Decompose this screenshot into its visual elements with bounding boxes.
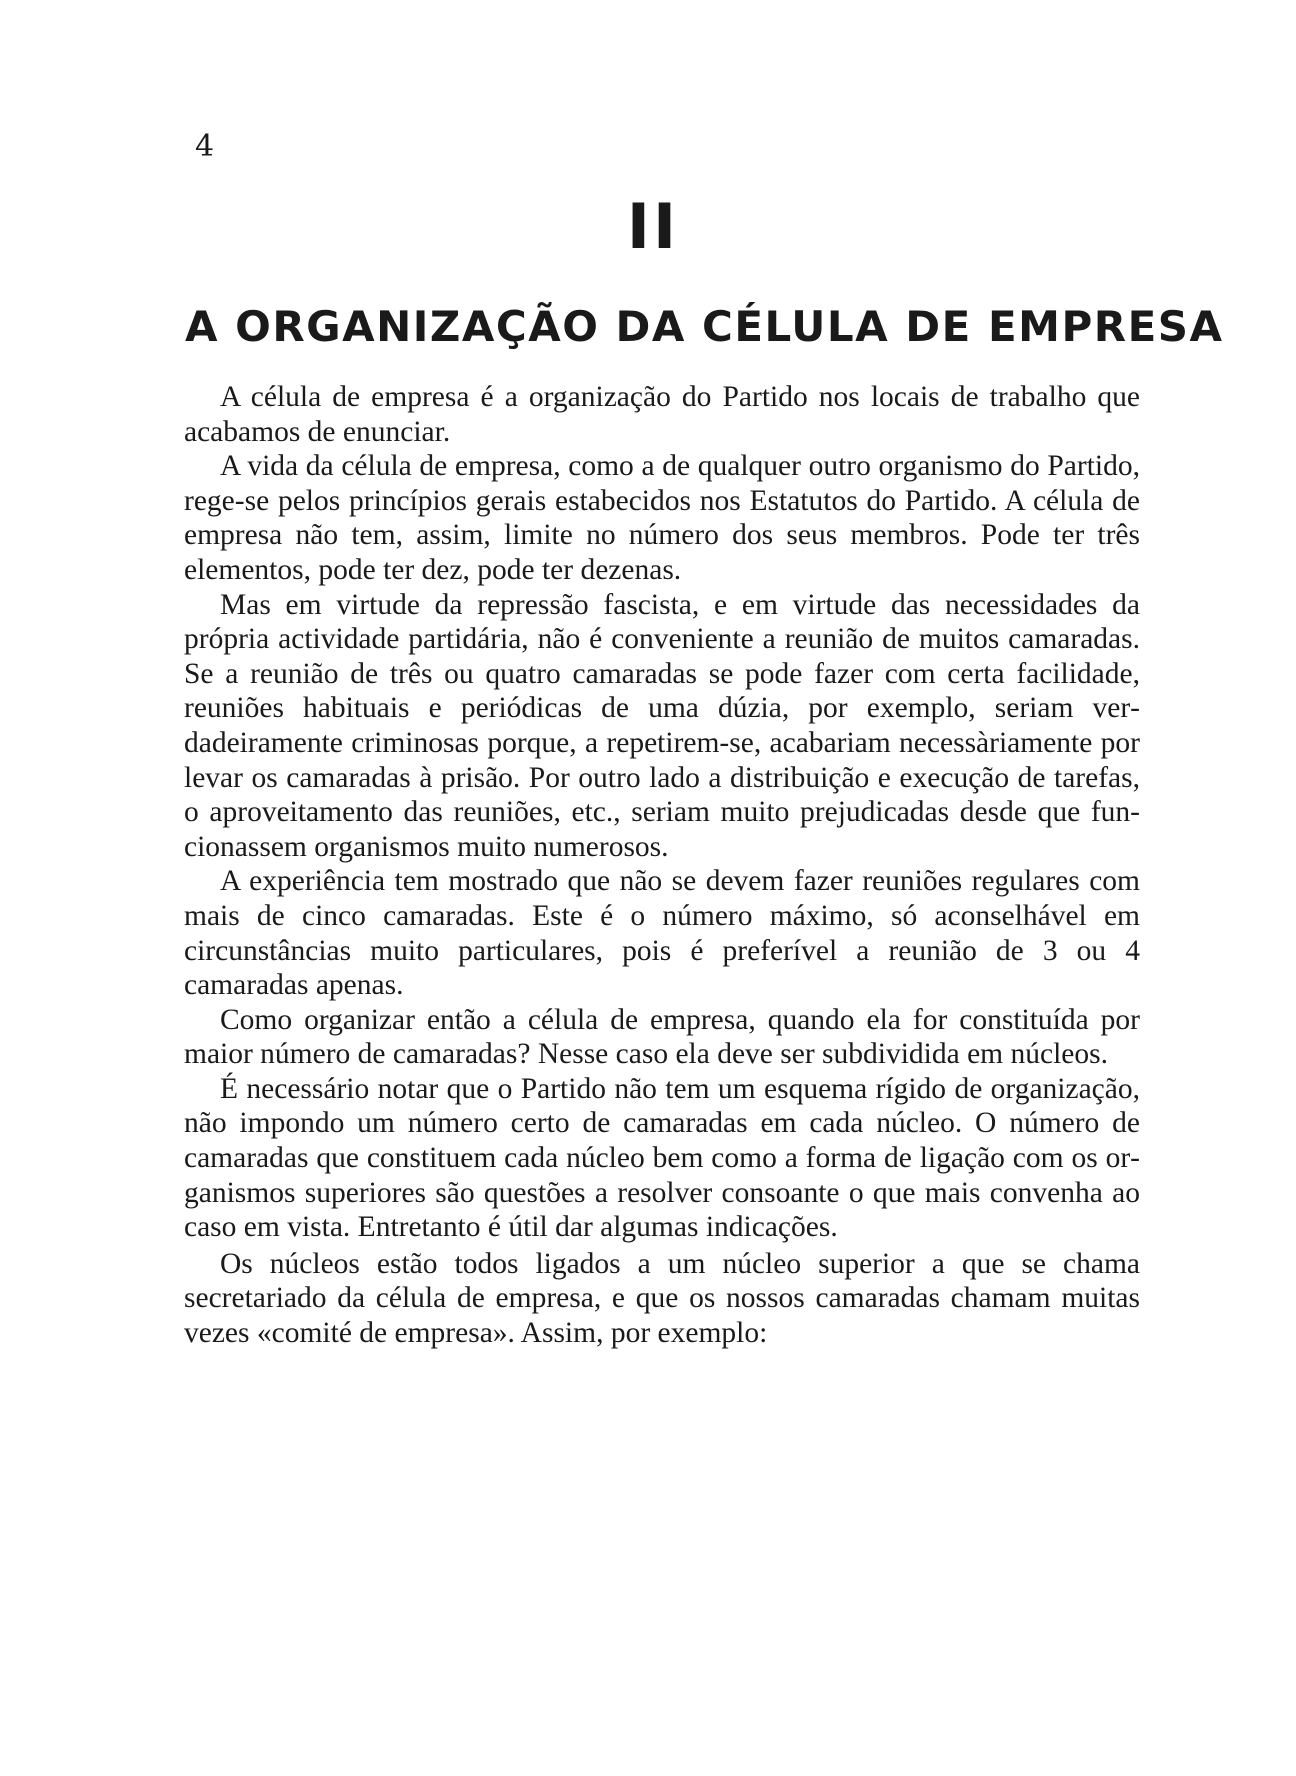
page-number: 4	[195, 129, 215, 164]
body-text	[184, 380, 1140, 1351]
paragraph: Como organizar então a célula de empresa, quando ela for constituída por maior número de camaradas? Nesse caso ela deve ser subdividida em núcleos.	[184, 1003, 1140, 1071]
paragraph: A célula de empresa é a organização do Partido nos locais de trabalho que acabamos de enunciar.	[184, 381, 1140, 448]
paragraph: A experiência tem mostrado que não se devem fazer reuniões regulares com mais de cinco camaradas. Este é o número máximo, só aconselhável em circunstâncias muito particulares, pois é preferível a reunião de 3 ou 4 camaradas apenas.	[184, 865, 1140, 1002]
chapter-title: A ORGANIZAÇÃO DA CÉLULA DE EMPRESA	[185, 302, 1224, 351]
paragraph: É necessário notar que o Partido não tem um esquema rígido de organização, não impondo um número certo de camaradas em cada núcleo. O número de camaradas que constituem cada núcleo bem como a forma de ligação com os organismos superiores são questões a resolver consoante o que mais convenha ao caso em vista. Entretanto é útil dar algumas indicações.	[184, 1072, 1140, 1244]
chapter-number: II	[626, 190, 680, 263]
paragraph: Mas em virtude da repressão fascista, e em virtude das necessidades da própria actividade partidária, não é conveniente a reunião de muitos camaradas. Se a reunião de três ou quatro camaradas se pode fazer com certa facilidade, reuniões habituais e periódicas de uma dúzia, por exemplo, seriam verdadeiramente criminosas porque, a repetirem-se, acabariam necessàriamente por levar os camaradas à prisão. Por outro lado a distribuição e execução de tarefas, o aproveitamento das reuniões, etc., seriam muito prejudicadas desde que funcionassem organismos muito numerosos.	[184, 588, 1140, 863]
paragraph: Os núcleos estão todos ligados a um núcleo superior a que se chama secretariado da célula de empresa, e que os nossos camaradas chamam muitas vezes «comité de empresa». Assim, por exemplo:	[184, 1247, 1140, 1350]
paragraph: A vida da célula de empresa, como a de qualquer outro organismo do Partido, rege-se pelos princípios gerais estabecidos nos Estatutos do Partido. A célula de empresa não tem, assim, limite no número dos seus membros. Pode ter três elementos, pode ter dez, pode ter dezenas.	[184, 450, 1140, 586]
